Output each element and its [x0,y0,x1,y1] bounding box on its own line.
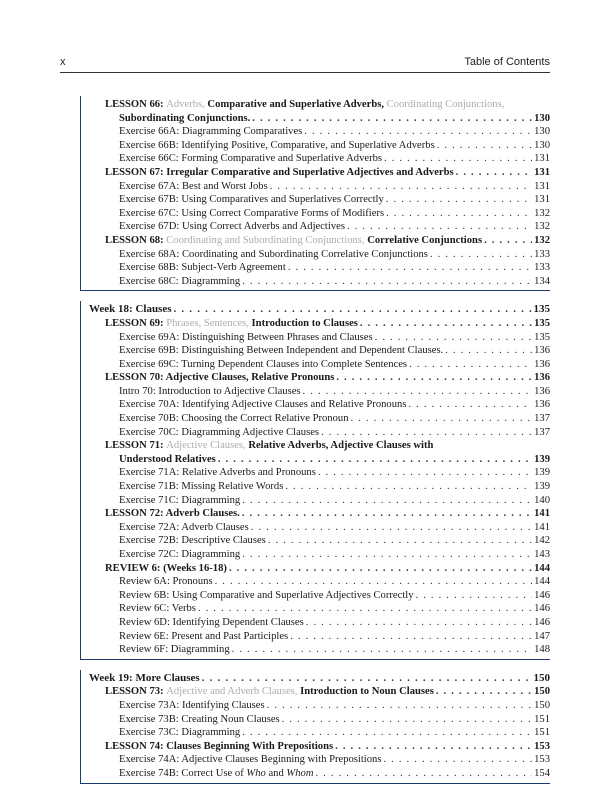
dot-leader [198,602,532,616]
toc-entry-label: Exercise 67A: Best and Worst Jobs [119,180,268,192]
toc-entry-page: 132 [534,221,550,233]
dot-leader [174,303,532,317]
dot-leader [321,426,532,440]
toc-entry-label: Exercise 70A: Identifying Adjective Clauses and Relative Pronouns [119,399,407,411]
toc-entry-ex[interactable] [81,713,550,727]
dot-leader [270,180,532,194]
week-section [80,670,550,784]
toc-entry-lesson[interactable] [81,98,550,112]
dot-leader [456,166,532,180]
toc-entry-label: Exercise 71B: Missing Relative Words [119,481,284,493]
toc-entry-label: Intro 70: Introduction to Adjective Clauses [119,385,301,397]
toc-entry-page: 139 [534,481,550,493]
toc-entry-page: 147 [534,630,550,642]
toc-entry-page: 136 [534,372,550,384]
toc-entry-ex[interactable] [81,426,550,440]
toc-entry-label: Exercise 70C: Diagramming Adjective Clauses [119,426,320,438]
dot-leader [409,358,532,372]
toc-entry-ex[interactable] [81,152,550,166]
toc-entry-page: 131 [534,194,550,206]
toc-entry-page: 133 [534,262,550,274]
dot-leader [251,521,532,535]
toc-entry-label: REVIEW 6: (Weeks 16-18) [105,562,227,574]
toc-entry-lesson[interactable] [81,562,550,576]
toc-entry-label: Subordinating Conjunctions. [119,112,251,124]
toc-entry-page: 144 [534,576,550,588]
toc-entry-page: 130 [534,139,550,151]
toc-entry-ex[interactable] [81,726,550,740]
toc-entry-label: Exercise 69B: Distinguishing Between Independent and Dependent Clauses. [119,345,444,357]
dot-leader [384,152,532,166]
toc-entry-ex[interactable] [81,616,550,630]
toc-entry-page: 136 [534,399,550,411]
dot-leader [386,193,532,207]
toc-entry-label: Exercise 73A: Identifying Clauses [119,699,265,711]
toc-entry-page: 146 [534,603,550,615]
toc-entry-label: Review 6E: Present and Past Participles [119,630,289,642]
toc-entry-label: Review 6D: Identifying Dependent Clauses [119,616,304,628]
dot-leader [408,398,532,412]
toc-entry-page: 137 [534,426,550,438]
toc-entry-ex[interactable] [81,602,550,616]
toc-entry-label: Review 6F: Diagramming [119,644,230,656]
toc-entry-page: 150 [533,671,550,684]
toc-entry-page: 135 [534,317,550,329]
toc-entry-ex[interactable] [81,548,550,562]
toc-entry-label: Exercise 68B: Subject-Verb Agreement [119,262,286,274]
toc-entry-page: 132 [534,234,550,246]
dot-leader [484,234,532,248]
toc-entry-ex[interactable] [81,534,550,548]
dot-leader [215,575,532,589]
page-header [60,54,550,72]
toc-entry-ex[interactable] [81,358,550,372]
toc-entry-page: 144 [534,562,550,574]
dot-leader [267,699,532,713]
toc-entry-label: Exercise 72B: Descriptive Clauses [119,535,266,547]
toc-entry-cont[interactable] [81,453,550,467]
dot-leader [242,507,532,521]
toc-entry-label: LESSON 73: Adjective and Adverb Clauses, Introduction to Noun Clauses [105,686,434,698]
toc-entry-label: LESSON 68: Coordinating and Subordinating Conjunctions, Correlative Conjunctions [105,234,483,246]
running-title: Table of Contents [464,56,550,68]
dot-leader [218,453,532,467]
week-section [80,96,550,291]
dot-leader [290,630,532,644]
toc-entry-page: 148 [534,644,550,656]
toc-entry-ex[interactable] [81,220,550,234]
toc-entry-lesson[interactable] [81,317,550,331]
toc-entry-page: 150 [534,686,550,698]
toc-entry-label: LESSON 70: Adjective Clauses, Relative Pronouns [105,372,335,384]
toc-entry-lesson[interactable] [81,439,550,453]
toc-entry-ex[interactable] [81,207,550,221]
toc-entry-label: Review 6C: Verbs [119,603,196,615]
dot-leader [229,562,532,576]
toc-entry-ex[interactable] [81,275,550,289]
toc-entry-page: 137 [534,413,550,425]
toc-entry-page: 150 [534,699,550,711]
toc-entry-label: Exercise 68A: Coordinating and Subordinating Correlative Conjunctions [119,248,428,260]
dot-leader [268,534,532,548]
toc-entry-lesson[interactable] [81,166,550,180]
dot-leader [242,726,532,740]
dot-leader [282,713,532,727]
toc-entry-label: Exercise 66A: Diagramming Comparatives [119,126,303,138]
toc-entry-ex[interactable] [81,331,550,345]
toc-entry-ex[interactable] [81,480,550,494]
toc-entry-page: 131 [534,166,550,178]
toc-entry-label: Exercise 72C: Diagramming [119,549,241,560]
page-number: x [60,56,66,68]
toc-entry-page: 146 [534,589,550,601]
toc-entry-page: 141 [534,508,550,520]
toc-entry-ex[interactable] [81,589,550,603]
dot-leader [306,616,532,630]
toc-entry-ex[interactable] [81,344,550,358]
toc-entry-page: 151 [534,727,550,739]
toc-entry-label: Exercise 74B: Correct Use of Who and Whom [119,767,314,779]
toc-entry-label: Week 18: Clauses [89,303,172,316]
toc-entry-page: 153 [534,754,550,766]
toc-entry-label: Exercise 71A: Relative Adverbs and Pronouns [119,467,316,479]
toc-entry-lesson[interactable] [81,685,550,699]
toc-entry-label: Exercise 67D: Using Correct Adverbs and Adjectives [119,221,345,233]
toc-entry-week[interactable] [81,672,550,686]
toc-entry-label: Exercise 73C: Diagramming [119,727,241,739]
toc-entry-label: LESSON 72: Adverb Clauses. [105,508,240,520]
toc-entry-label: Exercise 72A: Adverb Clauses [119,521,249,533]
toc-entry-label: Exercise 69C: Turning Dependent Clauses into Complete Sentences [119,358,408,370]
dot-leader [242,548,532,562]
toc-entry-ex[interactable] [81,466,550,480]
toc-entry-page: 154 [534,767,550,779]
toc-entry-page: 134 [534,275,550,287]
toc-entry-label: LESSON 74: Clauses Beginning With Prepositions [105,740,334,752]
dot-leader [351,412,533,426]
toc-entry-label: Exercise 66C: Forming Comparative and Superlative Adverbs [119,153,383,165]
toc-entry-page: 135 [534,331,550,343]
dot-leader [445,344,532,358]
dot-leader [437,139,532,153]
toc-entry-week[interactable] [81,303,550,317]
toc-entry-label: LESSON 71: Adjective Clauses, Relative Adverbs, Adjective Clauses with [105,440,434,452]
toc-entry-ex[interactable] [81,767,550,781]
toc-entry-ex[interactable] [81,125,550,139]
dot-leader [383,753,532,767]
dot-leader [347,220,532,234]
dot-leader [304,125,532,139]
toc-entry-ex[interactable] [81,575,550,589]
dot-leader [318,466,532,480]
dot-leader [202,672,532,686]
toc-entry-ex[interactable] [81,521,550,535]
toc-entry-page: 131 [534,153,550,165]
toc-entry-page: 153 [534,740,550,752]
dot-leader [436,685,532,699]
toc-entry-ex[interactable] [81,398,550,412]
dot-leader [375,331,532,345]
dot-leader [416,589,533,603]
dot-leader [242,494,532,508]
toc-entry-page: 140 [534,494,550,506]
toc-entry-label: Exercise 73B: Creating Noun Clauses [119,713,280,725]
toc-entry-page: 130 [534,126,550,138]
toc-entry-ex[interactable] [81,699,550,713]
toc-entry-page: 139 [534,453,550,465]
dot-leader [335,740,532,754]
toc-entry-ex[interactable] [81,385,550,399]
toc-entry-page: 130 [534,112,550,124]
toc-entry-ex[interactable] [81,139,550,153]
toc-entry-ex[interactable] [81,261,550,275]
toc-entry-page: 143 [534,549,550,560]
toc-entry-label: Review 6B: Using Comparative and Superlative Adjectives Correctly [119,589,414,601]
dot-leader [315,767,532,781]
toc-entry-lesson[interactable] [81,507,550,521]
toc-entry-lesson[interactable] [81,371,550,385]
toc-entry-ex[interactable] [81,193,550,207]
toc-entry-page: 136 [534,345,550,357]
week-section [80,301,550,659]
toc-entry-ex[interactable] [81,630,550,644]
dot-leader [285,480,532,494]
toc-entry-ex[interactable] [81,643,550,657]
header-rule [60,72,550,73]
dot-leader [242,275,532,289]
toc-entry-label: Week 19: More Clauses [89,671,200,684]
dot-leader [336,371,532,385]
toc-entry-lesson[interactable] [81,740,550,754]
toc-entry-label: Review 6A: Pronouns [119,576,213,588]
toc-entry-label: LESSON 66: Adverbs, Comparative and Superlative Adverbs, Coordinating Conjunctions, [105,99,505,110]
toc-entry-label: Exercise 71C: Diagramming [119,494,241,506]
toc-entry-label: LESSON 69: Phrases, Sentences, Introduction to Clauses [105,317,358,329]
toc-entry-page: 132 [534,207,550,219]
toc-entry-label: Exercise 68C: Diagramming [119,275,241,287]
toc-entry-ex[interactable] [81,180,550,194]
toc-entry-label: Exercise 66B: Identifying Positive, Comparative, and Superlative Adverbs [119,139,435,151]
toc-entry-ex[interactable] [81,494,550,508]
toc-entry-lesson[interactable] [81,234,550,248]
toc-entry-label: Exercise 69A: Distinguishing Between Phrases and Clauses [119,331,373,343]
toc-entry-page: 139 [534,467,550,479]
toc-entry-ex[interactable] [81,248,550,262]
toc-entry-ex[interactable] [81,412,550,426]
toc-entry-label: Exercise 70B: Choosing the Correct Relative Pronoun [119,413,349,425]
dot-leader [232,643,532,657]
toc-entry-page: 141 [534,521,550,533]
toc-entry-page: 135 [533,303,550,316]
toc-entry-label: Understood Relatives [119,453,216,465]
toc-entry-page: 136 [534,385,550,397]
toc-entry-page: 151 [534,713,550,725]
toc-entry-page: 133 [534,248,550,260]
toc-entry-page: 146 [534,616,550,628]
dot-leader [430,248,532,262]
table-of-contents [80,96,550,794]
toc-entry-cont[interactable] [81,112,550,126]
toc-entry-label: Exercise 67C: Using Correct Comparative Forms of Modifiers [119,207,385,219]
toc-entry-page: 142 [534,535,550,547]
dot-leader [288,261,532,275]
toc-entry-label: LESSON 67: Irregular Comparative and Superlative Adjectives and Adverbs [105,166,454,178]
toc-entry-label: Exercise 67B: Using Comparatives and Superlatives Correctly [119,194,384,206]
toc-entry-page: 136 [534,358,550,370]
toc-entry-ex[interactable] [81,753,550,767]
dot-leader [386,207,532,221]
dot-leader [360,317,532,331]
toc-entry-page: 131 [534,180,550,192]
toc-entry-label: Exercise 74A: Adjective Clauses Beginning with Prepositions [119,754,382,766]
dot-leader [252,112,532,126]
dot-leader [303,385,532,399]
